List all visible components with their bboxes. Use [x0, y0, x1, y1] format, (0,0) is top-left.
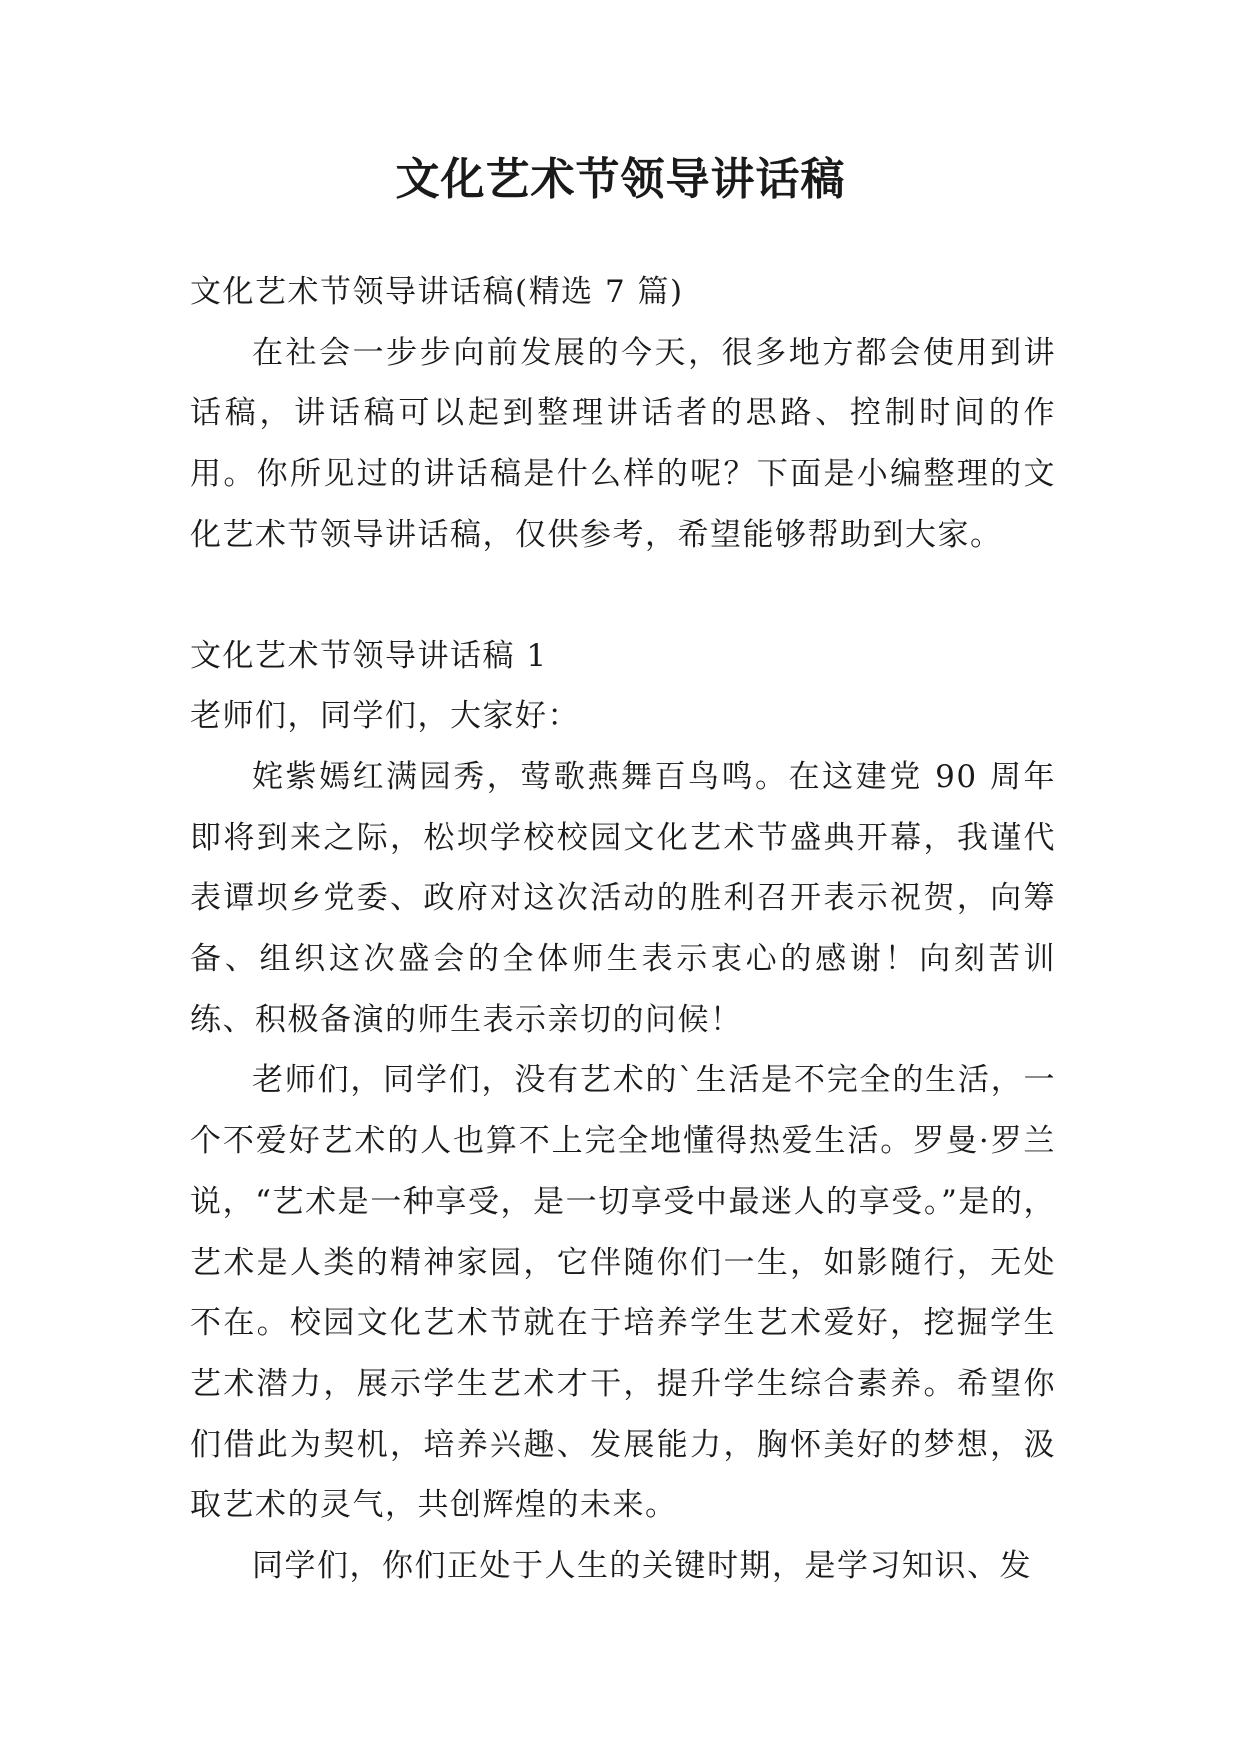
document-body: [190, 262, 1056, 1597]
document-title: 文化艺术节领导讲话稿: [395, 154, 846, 205]
section-heading: 文化艺术节领导讲话稿 1: [190, 637, 548, 674]
intro-paragraph: 在社会一步步向前发展的今天，很多地方都会使用到讲话稿，讲话稿可以起到整理讲话者的思路、控制时间的作用。你所见过的讲话稿是什么样的呢？下面是小编整理的文化艺术节领导讲话稿，仅供参考，希望能够帮助到大家。: [190, 334, 1056, 553]
greeting-line: 老师们，同学们，大家好：: [190, 698, 580, 735]
body-paragraph: 同学们，你们正处于人生的关键时期，是学习知识、发: [252, 1548, 1032, 1585]
spacer: [190, 566, 1056, 626]
body-paragraph: 姹紫嫣红满园秀，莺歌燕舞百鸟鸣。在这建党 90 周年即将到来之际，松坝学校校园文化艺术节盛典开幕，我谨代表谭坝乡党委、政府对这次活动的胜利召开表示祝贺，向筹备、组织这次盛会的全体师生表示衷心的感谢！向刻苦训练、积极备演的师生表示亲切的问候！: [190, 758, 1056, 1038]
body-paragraph: 老师们，同学们，没有艺术的`生活是不完全的生活，一个不爱好艺术的人也算不上完全地懂得热爱生活。罗曼·罗兰说，“艺术是一种享受，是一切享受中最迷人的享受。”是的，艺术是人类的精神家园，它伴随你们一生，如影随行，无处不在。校园文化艺术节就在于培养学生艺术爱好，挖掘学生艺术潜力，展示学生艺术才干，提升学生综合素养。希望你们借此为契机，培养兴趣、发展能力，胸怀美好的梦想，汲取艺术的灵气，共创辉煌的未来。: [190, 1062, 1056, 1524]
document-subtitle: 文化艺术节领导讲话稿(精选 7 篇): [190, 274, 684, 310]
